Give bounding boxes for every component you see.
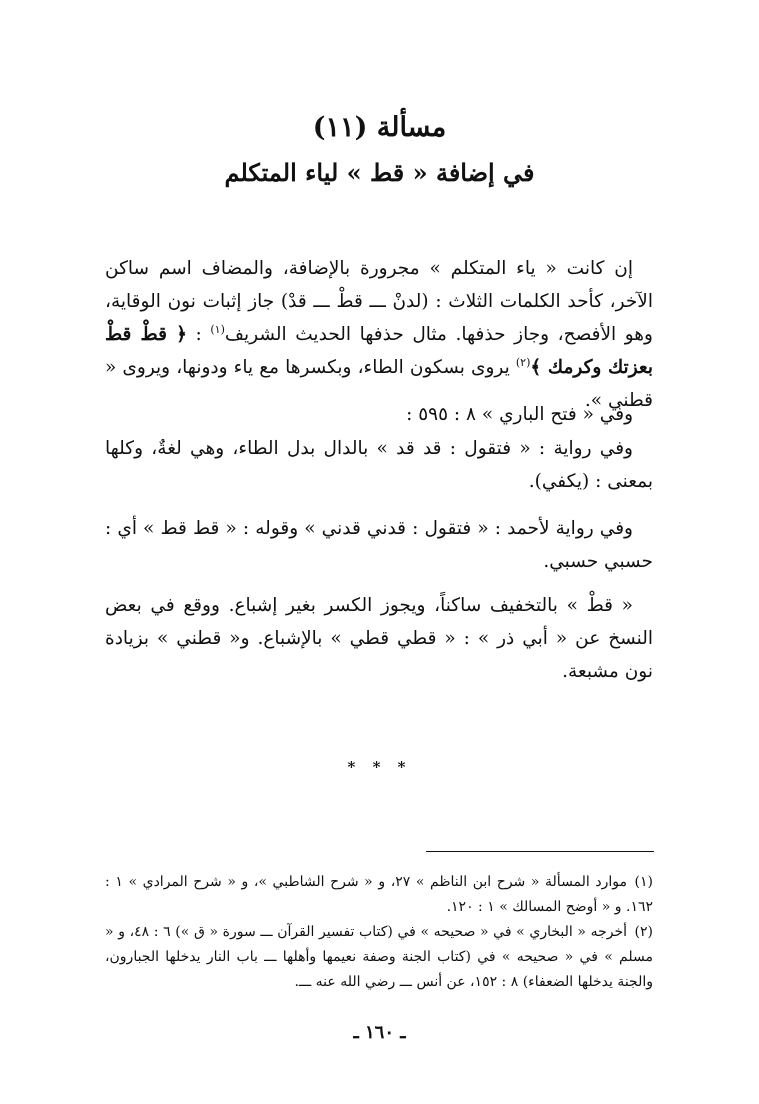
paragraph-fath-albari (105, 398, 653, 431)
section-separator: * * * (347, 758, 412, 776)
footnotes (105, 870, 653, 995)
footnote-ref-1[interactable]: (١) (210, 322, 225, 336)
page-number: ـ ١٦٠ ـ (353, 1022, 406, 1043)
paragraph-riwaya-ahmad (105, 512, 653, 578)
fath-albari-text: وفي « فتح الباري » ٨ : ٥٩٥ : (406, 404, 633, 425)
footnote-1 (105, 870, 653, 920)
footnote-1-text: موارد المسألة « شرح ابن الناظم » ٢٧، و « شرح الشاطبي »، و « شرح المرادي » ١ : ١٦٢. و « أوضح المسالك » ١ : ١٢٠. (105, 874, 653, 915)
footnote-ref-2[interactable]: (٢) (515, 355, 531, 369)
footnote-divider (426, 851, 654, 852)
colon: : (186, 324, 211, 345)
intro-text: إن كانت « ياء المتكلم » مجرورة بالإضافة، والمضاف اسم ساكن الآخر، كأحد الكلمات الثلاث : (لدنْ ـــ قطْ ـــ قدْ) جاز إثبات نون الوقاية، وهو الأفصح، وجاز حذفها. مثال حذفها الحديث الشريف (105, 258, 653, 345)
intro-rest: يروى بسكون الطاء، وبكسرها مع ياء ودونها، ويروى « قطني ». (105, 357, 653, 411)
footnote-2-number: (٢) (634, 924, 654, 940)
paragraph-riwaya-1 (105, 432, 653, 498)
footnote-2 (105, 920, 653, 995)
issue-title: مسألة (١١) (312, 112, 447, 143)
qat-explanation-text: « قطْ » بالتخفيف ساكناً، ويجوز الكسر بغير إشباع. ووقع في بعض النسخ عن « أبي ذر » : « قطي قطي » بالإشباع. و« قطني » بزيادة نون مشبعة. (105, 595, 653, 682)
hadith-quote: ﴿ قطْ قطْ بعزتك وكرمك ﴾ (105, 324, 653, 378)
footnote-1-number: (١) (634, 874, 654, 890)
footnote-2-text: أخرجه « البخاري » في « صحيحه » في (كتاب تفسير القرآن ـــ سورة « ق ») ٦ : ٤٨، و « مسلم » في « صحيحه » في (كتاب الجنة وصفة نعيمها وأهلها ـــ باب النار يدخلها الجبارون، والجنة يدخلها الضعفاء) ٨ : ١٥٢، عن أنس ـــ رضي الله عنه ـــ. (105, 924, 653, 990)
paragraph-qat-explanation (105, 589, 653, 688)
riwaya-1-text: وفي رواية : « فتقول : قد قد » بالدال بدل الطاء، وهي لغةٌ، وكلها بمعنى : (يكفي). (105, 438, 653, 492)
paragraph-intro (105, 252, 653, 417)
issue-subtitle: في إضافة « قط » لياء المتكلم (224, 158, 535, 187)
riwaya-ahmad-text: وفي رواية لأحمد : « فتقول : قدني قدني » وقوله : « قط قط » أي : حسبي حسبي. (105, 518, 653, 572)
